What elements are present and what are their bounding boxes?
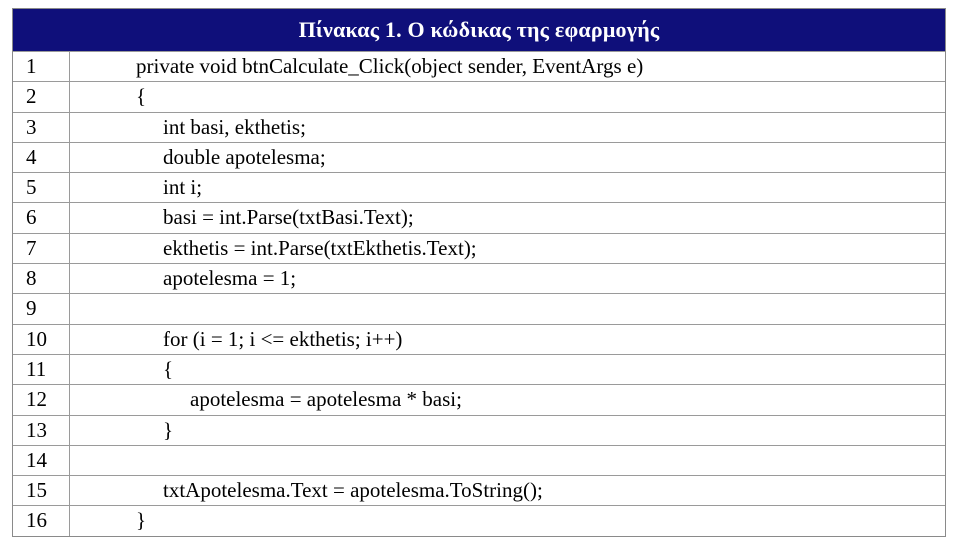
code-line: } xyxy=(163,417,174,442)
code-listing-table xyxy=(12,8,946,537)
line-number: 13 xyxy=(13,416,70,445)
code-row xyxy=(13,293,945,323)
code-line: private void btnCalculate_Click(object sender, EventArgs e) xyxy=(136,54,644,78)
code-line: { xyxy=(163,356,174,381)
code-row xyxy=(13,51,945,81)
line-number: 9 xyxy=(13,294,70,323)
code-line: double apotelesma; xyxy=(163,144,326,169)
code-line: apotelesma = 1; xyxy=(163,266,297,291)
code-row xyxy=(13,172,945,202)
code-row xyxy=(13,354,945,384)
line-number: 8 xyxy=(13,264,70,293)
line-number: 2 xyxy=(13,82,70,111)
code-row xyxy=(13,324,945,354)
code-line: int basi, ekthetis; xyxy=(163,114,306,139)
code-row xyxy=(13,81,945,111)
line-number: 16 xyxy=(13,506,70,535)
code-line: txtApotelesma.Text = apotelesma.ToString(); xyxy=(163,478,543,503)
line-number: 12 xyxy=(13,385,70,414)
code-line xyxy=(70,446,945,475)
line-number: 1 xyxy=(13,52,70,81)
line-number: 11 xyxy=(13,355,70,384)
line-number: 3 xyxy=(13,113,70,142)
line-number: 10 xyxy=(13,325,70,354)
line-number: 5 xyxy=(13,173,70,202)
code-line: ekthetis = int.Parse(txtEkthetis.Text); xyxy=(163,235,477,260)
code-row xyxy=(13,112,945,142)
code-line: basi = int.Parse(txtBasi.Text); xyxy=(163,205,414,230)
code-line: { xyxy=(136,84,147,109)
code-row xyxy=(13,263,945,293)
line-number: 14 xyxy=(13,446,70,475)
code-line xyxy=(70,294,945,323)
code-row xyxy=(13,202,945,232)
code-row xyxy=(13,384,945,414)
code-row xyxy=(13,445,945,475)
code-row xyxy=(13,142,945,172)
code-row xyxy=(13,475,945,505)
code-row xyxy=(13,415,945,445)
code-line: int i; xyxy=(163,175,203,200)
code-row xyxy=(13,233,945,263)
code-row xyxy=(13,505,945,535)
line-number: 4 xyxy=(13,143,70,172)
line-number: 6 xyxy=(13,203,70,232)
code-line: } xyxy=(136,508,147,533)
code-line: apotelesma = apotelesma * basi; xyxy=(190,387,462,412)
table-caption: Πίνακας 1. Ο κώδικας της εφαρμογής xyxy=(13,9,945,51)
code-line: for (i = 1; i <= ekthetis; i++) xyxy=(163,326,403,351)
code-rows xyxy=(13,51,945,536)
line-number: 7 xyxy=(13,234,70,263)
line-number: 15 xyxy=(13,476,70,505)
